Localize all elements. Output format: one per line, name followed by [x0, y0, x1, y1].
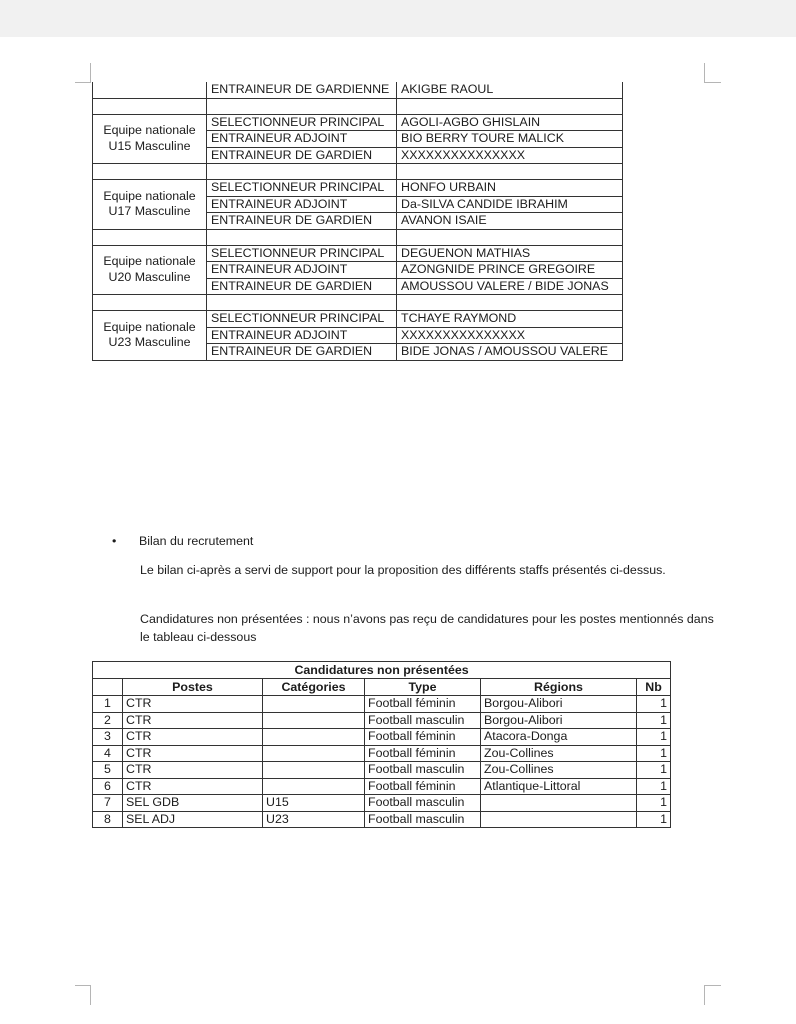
name-cell: Da-SILVA CANDIDE IBRAHIM — [397, 196, 623, 213]
name-cell: AGOLI-AGBO GHISLAIN — [397, 114, 623, 131]
categorie-cell: U23 — [263, 811, 365, 828]
poste-cell: CTR — [123, 745, 263, 762]
poste-cell: CTR — [123, 729, 263, 746]
table-row — [93, 712, 671, 729]
nb-cell: 1 — [637, 729, 671, 746]
crop-mark-top-left — [90, 63, 91, 83]
nb-cell: 1 — [637, 762, 671, 779]
row-number: 4 — [93, 745, 123, 762]
column-header: Catégories — [263, 679, 365, 696]
spacer-row — [93, 98, 623, 114]
region-cell: Zou-Collines — [481, 745, 637, 762]
viewer-top-bar — [0, 0, 796, 37]
name-cell: AMOUSSOU VALERE / BIDE JONAS — [397, 278, 623, 295]
table-row — [93, 811, 671, 828]
bullet-icon: • — [112, 534, 117, 548]
type-cell: Football masculin — [365, 762, 481, 779]
role-cell: ENTRAINEUR ADJOINT — [207, 327, 397, 344]
poste-cell: CTR — [123, 762, 263, 779]
name-cell: HONFO URBAIN — [397, 180, 623, 197]
crop-mark-top-right — [704, 82, 721, 83]
poste-cell: CTR — [123, 778, 263, 795]
region-cell: Atlantique-Littoral — [481, 778, 637, 795]
candidatures-table — [92, 661, 671, 828]
categorie-cell — [263, 696, 365, 713]
name-cell: XXXXXXXXXXXXXXX — [397, 147, 623, 164]
bullet-item — [112, 533, 253, 549]
region-cell: Zou-Collines — [481, 762, 637, 779]
table-header-row — [93, 679, 671, 696]
region-cell: Atacora-Donga — [481, 729, 637, 746]
role-cell: ENTRAINEUR DE GARDIEN — [207, 213, 397, 230]
categorie-cell — [263, 762, 365, 779]
name-cell: AVANON ISAIE — [397, 213, 623, 230]
type-cell: Football masculin — [365, 811, 481, 828]
staff-table — [92, 82, 623, 361]
table-title: Candidatures non présentées — [93, 662, 671, 679]
categorie-cell — [263, 778, 365, 795]
name-cell: AZONGNIDE PRINCE GREGOIRE — [397, 262, 623, 279]
paragraph-bilan: Le bilan ci-après a servi de support pour la proposition des différents staffs présentés ci-dessus. — [140, 563, 666, 577]
row-number: 7 — [93, 795, 123, 812]
table-row — [93, 745, 671, 762]
role-cell: SELECTIONNEUR PRINCIPAL — [207, 180, 397, 197]
poste-cell: SEL ADJ — [123, 811, 263, 828]
categorie-cell — [263, 729, 365, 746]
role-cell: SELECTIONNEUR PRINCIPAL — [207, 114, 397, 131]
type-cell: Football féminin — [365, 696, 481, 713]
nb-cell: 1 — [637, 778, 671, 795]
nb-cell: 1 — [637, 745, 671, 762]
role-cell: ENTRAINEUR DE GARDIEN — [207, 147, 397, 164]
paragraph-candidatures: Candidatures non présentées : nous n’avons pas reçu de candidatures pour les postes mentionnés dans le tableau ci-dessous — [140, 612, 714, 644]
role-cell: ENTRAINEUR ADJOINT — [207, 131, 397, 148]
name-cell: BIDE JONAS / AMOUSSOU VALERE — [397, 344, 623, 361]
row-number: 5 — [93, 762, 123, 779]
table-row — [93, 696, 671, 713]
row-number: 2 — [93, 712, 123, 729]
role-cell: ENTRAINEUR DE GARDIEN — [207, 278, 397, 295]
name-cell: BIO BERRY TOURE MALICK — [397, 131, 623, 148]
column-header: Nb — [637, 679, 671, 696]
type-cell: Football masculin — [365, 712, 481, 729]
row-number: 6 — [93, 778, 123, 795]
row-number: 1 — [93, 696, 123, 713]
role-cell: ENTRAINEUR ADJOINT — [207, 196, 397, 213]
poste-cell: SEL GDB — [123, 795, 263, 812]
categorie-cell — [263, 745, 365, 762]
table-row — [93, 729, 671, 746]
type-cell: Football féminin — [365, 778, 481, 795]
nb-cell: 1 — [637, 712, 671, 729]
categorie-cell — [263, 712, 365, 729]
poste-cell: CTR — [123, 696, 263, 713]
staff-row — [93, 114, 623, 131]
name-cell: DEGUENON MATHIAS — [397, 245, 623, 262]
row-number: 8 — [93, 811, 123, 828]
crop-mark-bottom-left — [90, 985, 91, 1005]
name-cell: TCHAYE RAYMOND — [397, 311, 623, 328]
crop-mark-bottom-right — [704, 985, 705, 1005]
staff-row — [93, 82, 623, 98]
role-cell: ENTRAINEUR DE GARDIEN — [207, 344, 397, 361]
table-row — [93, 795, 671, 812]
region-cell: Borgou-Alibori — [481, 712, 637, 729]
name-cell: AKIGBE RAOUL — [397, 82, 623, 98]
crop-mark-bottom-right — [704, 985, 721, 986]
categorie-cell: U15 — [263, 795, 365, 812]
team-cell: Equipe nationale U23 Masculine — [93, 311, 207, 361]
name-cell: XXXXXXXXXXXXXXX — [397, 327, 623, 344]
poste-cell: CTR — [123, 712, 263, 729]
column-header — [93, 679, 123, 696]
row-number: 3 — [93, 729, 123, 746]
staff-row — [93, 245, 623, 262]
region-cell — [481, 811, 637, 828]
role-cell: ENTRAINEUR ADJOINT — [207, 262, 397, 279]
crop-mark-top-right — [704, 63, 705, 83]
team-cell: Equipe nationale U15 Masculine — [93, 114, 207, 164]
spacer-row — [93, 229, 623, 245]
table-row — [93, 762, 671, 779]
staff-row — [93, 311, 623, 328]
team-cell — [93, 82, 207, 98]
nb-cell: 1 — [637, 811, 671, 828]
type-cell: Football féminin — [365, 745, 481, 762]
spacer-row — [93, 295, 623, 311]
bullet-text: Bilan du recrutement — [139, 534, 254, 548]
nb-cell: 1 — [637, 795, 671, 812]
crop-mark-top-left — [75, 82, 91, 83]
spacer-row — [93, 164, 623, 180]
type-cell: Football masculin — [365, 795, 481, 812]
column-header: Régions — [481, 679, 637, 696]
team-cell: Equipe nationale U20 Masculine — [93, 245, 207, 295]
role-cell: SELECTIONNEUR PRINCIPAL — [207, 245, 397, 262]
table-row — [93, 778, 671, 795]
nb-cell: 1 — [637, 696, 671, 713]
region-cell: Borgou-Alibori — [481, 696, 637, 713]
table-title-row — [93, 662, 671, 679]
team-cell: Equipe nationale U17 Masculine — [93, 180, 207, 230]
column-header: Postes — [123, 679, 263, 696]
region-cell — [481, 795, 637, 812]
staff-row — [93, 180, 623, 197]
role-cell: ENTRAINEUR DE GARDIENNE — [207, 82, 397, 98]
crop-mark-bottom-left — [75, 985, 91, 986]
role-cell: SELECTIONNEUR PRINCIPAL — [207, 311, 397, 328]
column-header: Type — [365, 679, 481, 696]
type-cell: Football féminin — [365, 729, 481, 746]
